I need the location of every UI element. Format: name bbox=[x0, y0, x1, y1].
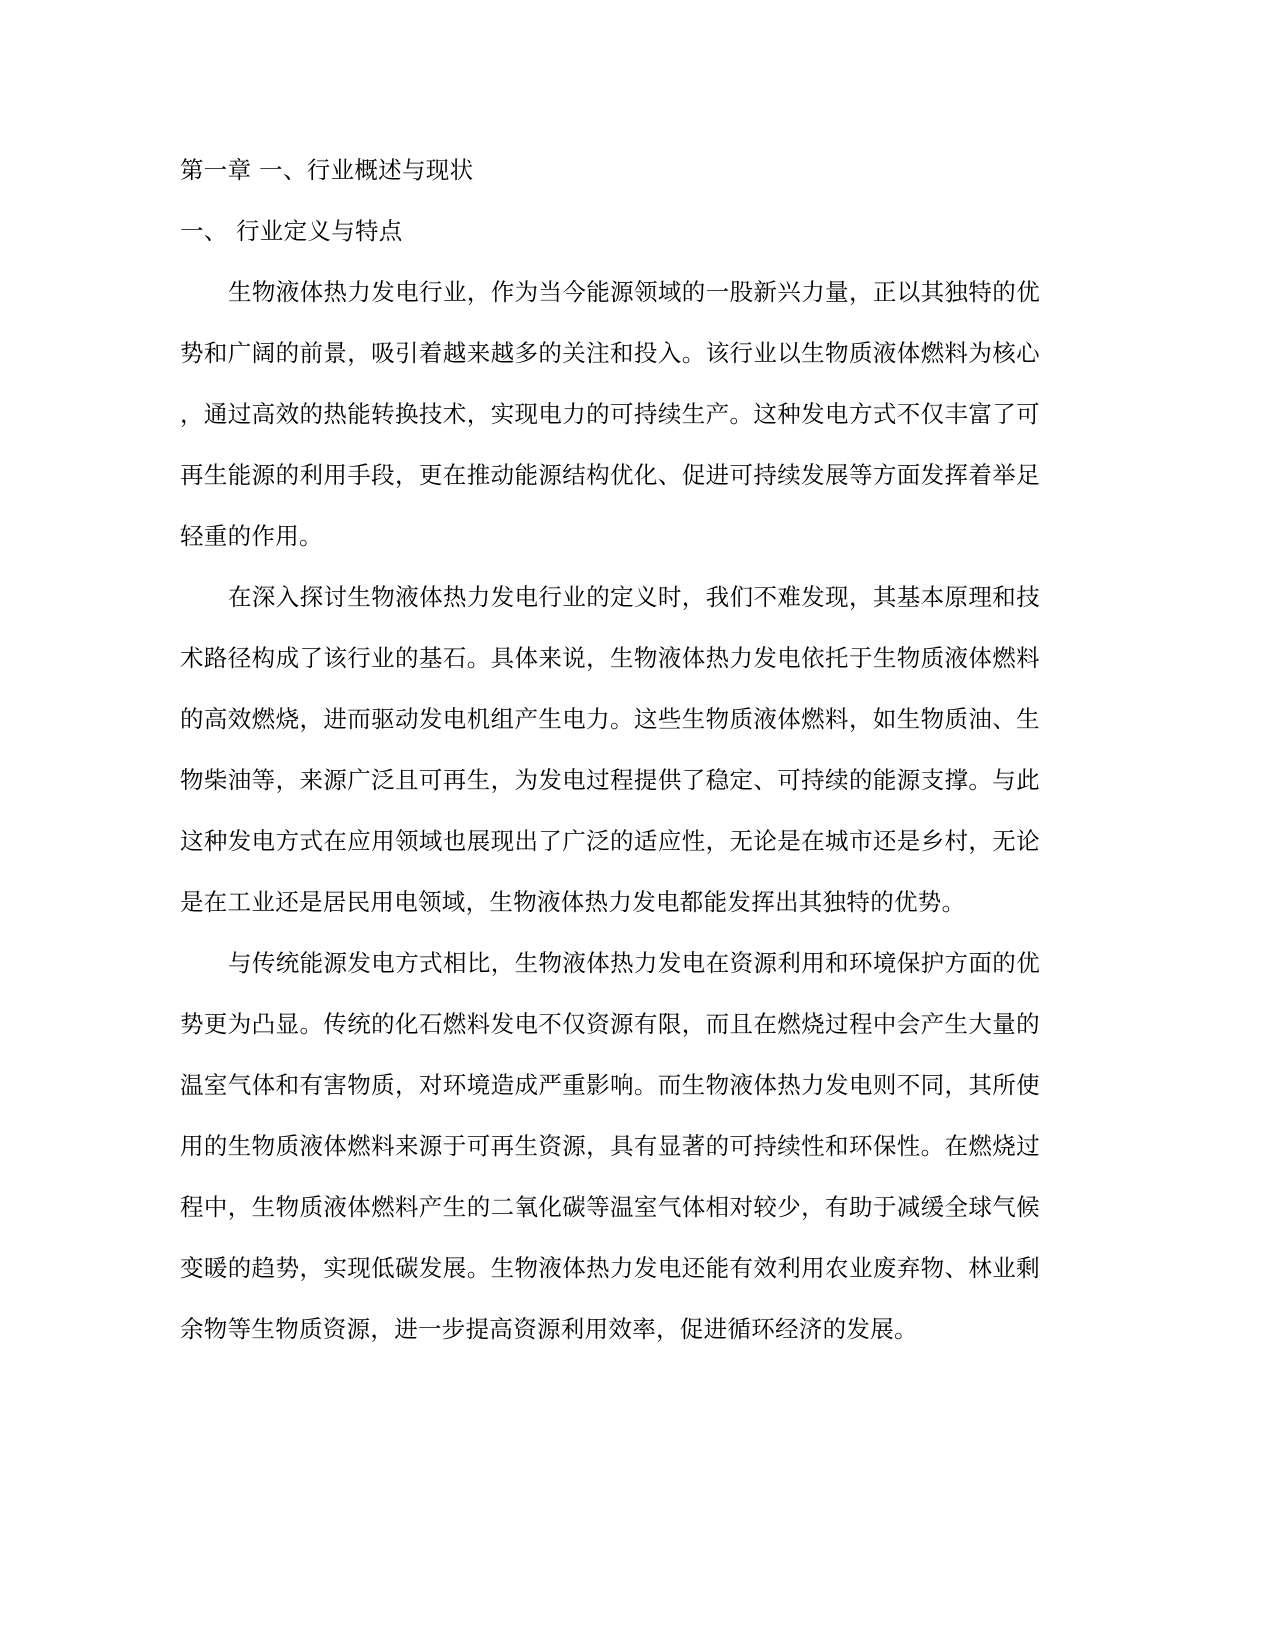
section-number: 一、 bbox=[180, 217, 228, 245]
paragraph-line: 术路径构成了该行业的基石。具体来说，生物液体热力发电依托于生物质液体燃料 bbox=[180, 644, 1040, 672]
paragraph-line: 程中，生物质液体燃料产生的二氧化碳等温室气体相对较少，有助于减缓全球气候 bbox=[180, 1193, 1040, 1221]
paragraph-line: 生物液体热力发电行业，作为当今能源领域的一股新兴力量，正以其独特的优 bbox=[228, 278, 1040, 306]
paragraph-line: 余物等生物质资源，进一步提高资源利用效率，促进循环经济的发展。 bbox=[180, 1315, 918, 1343]
paragraph-line: 这种发电方式在应用领域也展现出了广泛的适应性，无论是在城市还是乡村，无论 bbox=[180, 827, 1040, 855]
paragraph-line: 势更为凸显。传统的化石燃料发电不仅资源有限，而且在燃烧过程中会产生大量的 bbox=[180, 1010, 1040, 1038]
paragraph-line: 用的生物质液体燃料来源于可再生资源，具有显著的可持续性和环保性。在燃烧过 bbox=[180, 1132, 1040, 1160]
paragraph-line: 物柴油等，来源广泛且可再生，为发电过程提供了稳定、可持续的能源支撑。与此 bbox=[180, 766, 1040, 794]
paragraph-line: 势和广阔的前景，吸引着越来越多的关注和投入。该行业以生物质液体燃料为核心 bbox=[180, 339, 1040, 367]
paragraph-line: 与传统能源发电方式相比，生物液体热力发电在资源利用和环境保护方面的优 bbox=[228, 949, 1040, 977]
paragraph-1 bbox=[180, 262, 1040, 567]
chapter-title: 第一章 一、行业概述与现状 bbox=[180, 156, 474, 184]
section-heading bbox=[180, 201, 1040, 262]
paragraph-line: 再生能源的利用手段，更在推动能源结构优化、促进可持续发展等方面发挥着举足 bbox=[180, 461, 1040, 489]
paragraph-line: ，通过高效的热能转换技术，实现电力的可持续生产。这种发电方式不仅丰富了可 bbox=[180, 400, 1040, 428]
paragraph-line: 是在工业还是居民用电领域，生物液体热力发电都能发挥出其独特的优势。 bbox=[180, 888, 966, 916]
paragraph-line: 在深入探讨生物液体热力发电行业的定义时，我们不难发现，其基本原理和技 bbox=[228, 583, 1040, 611]
paragraph-2 bbox=[180, 567, 1040, 933]
paragraph-line: 温室气体和有害物质，对环境造成严重影响。而生物液体热力发电则不同，其所使 bbox=[180, 1071, 1040, 1099]
paragraph-line: 轻重的作用。 bbox=[180, 522, 323, 550]
paragraph-line: 的高效燃烧，进而驱动发电机组产生电力。这些生物质液体燃料，如生物质油、生 bbox=[180, 705, 1040, 733]
paragraph-3 bbox=[180, 933, 1040, 1360]
section-title: 行业定义与特点 bbox=[236, 217, 403, 245]
document-page bbox=[180, 140, 1040, 1360]
paragraph-line: 变暖的趋势，实现低碳发展。生物液体热力发电还能有效利用农业废弃物、林业剩 bbox=[180, 1254, 1040, 1282]
